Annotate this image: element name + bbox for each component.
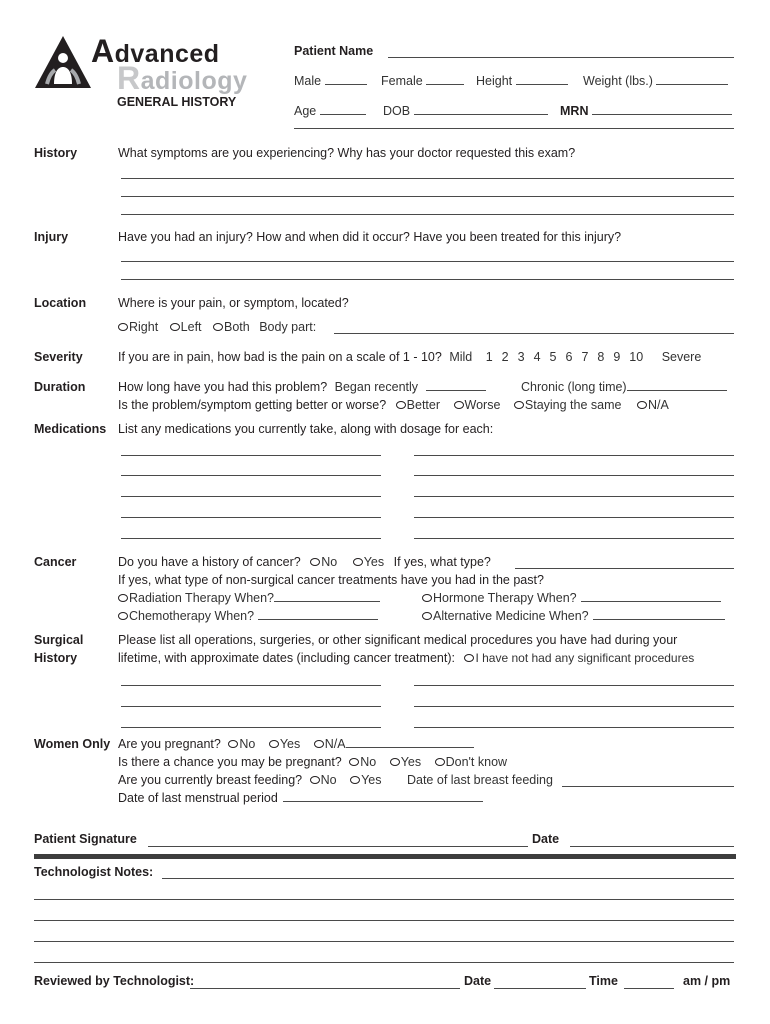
logo-a: A (91, 33, 115, 69)
surgical-question-1: Please list all operations, surgeries, or other significant medical procedures you have had during your (118, 633, 678, 647)
surgical-question-2: lifetime, with approximate dates (including cancer treatment): (118, 651, 455, 665)
last-bf-label: Date of last breast feeding (406, 773, 553, 787)
severity-scale-option[interactable]: 6 (565, 350, 573, 364)
reviewed-date-label: Date (464, 974, 492, 988)
surgery-line[interactable] (121, 706, 381, 707)
pregnant-question: Are you pregnant? (118, 737, 221, 751)
chance-pregnant-question: Is there a chance you may be pregnant? (118, 755, 342, 769)
mrn-label: MRN (560, 104, 589, 118)
logo (33, 34, 268, 114)
medication-line[interactable] (414, 455, 734, 456)
pregnant-na-field[interactable] (346, 737, 474, 748)
bf-no-radio[interactable] (310, 776, 320, 784)
injury-answer-line[interactable] (121, 279, 734, 280)
reviewed-by-field[interactable] (190, 988, 460, 989)
signature-date-label: Date (532, 832, 560, 846)
logo-radiology: adiology (140, 67, 248, 95)
no-procedures-radio[interactable] (464, 654, 474, 662)
history-answer-line[interactable] (121, 196, 734, 197)
patient-name-field[interactable] (388, 57, 734, 58)
body-part-label: Body part: (259, 320, 317, 334)
duration-question: How long have you had this problem? (118, 380, 328, 394)
surgery-line[interactable] (414, 706, 734, 707)
severity-scale-option[interactable]: 7 (581, 350, 589, 364)
severity-question: If you are in pain, how bad is the pain on a scale of 1 - 10? (118, 350, 442, 364)
severity-severe-label: Severe (661, 350, 702, 364)
dob-label: DOB (383, 104, 411, 118)
bf-yes-label: Yes (361, 773, 382, 787)
better-radio[interactable] (396, 401, 406, 409)
worse-label: Worse (464, 398, 501, 412)
reviewed-time-field[interactable] (624, 988, 674, 989)
cancer-type-label: If yes, what type? (393, 555, 491, 569)
injury-answer-line[interactable] (121, 261, 734, 262)
cancer-label: Cancer (34, 555, 77, 569)
technologist-notes-line[interactable] (34, 899, 734, 900)
severity-scale-option[interactable]: 1 (485, 350, 493, 364)
location-left-label: Left (180, 320, 202, 334)
pregnant-no-label: No (239, 737, 256, 751)
female-field[interactable] (426, 74, 464, 85)
age-label: Age (294, 104, 317, 118)
location-left-radio[interactable] (170, 323, 180, 331)
medication-line[interactable] (121, 538, 381, 539)
mrn-field[interactable] (592, 104, 732, 115)
severity-scale-option[interactable]: 4 (533, 350, 541, 364)
no-procedures-label: I have not had any significant procedures (475, 651, 695, 665)
radiation-label: Radiation Therapy When? (129, 591, 274, 605)
cancer-no-label: No (321, 555, 338, 569)
surgical-label: Surgical (34, 633, 84, 647)
surgery-line[interactable] (121, 727, 381, 728)
severity-scale-option[interactable]: 5 (549, 350, 557, 364)
pregnant-yes-radio[interactable] (269, 740, 279, 748)
breastfeeding-question: Are you currently breast feeding? (118, 773, 303, 787)
logo-advanced: dvanced (114, 40, 220, 68)
cancer-yes-radio[interactable] (353, 558, 363, 566)
cancer-no-radio[interactable] (310, 558, 320, 566)
dob-field[interactable] (414, 104, 548, 115)
technologist-notes-line[interactable] (162, 878, 734, 879)
chance-yes-radio[interactable] (390, 758, 400, 766)
location-both-label: Both (224, 320, 250, 334)
medication-line[interactable] (414, 475, 734, 476)
duration-na-label: N/A (647, 398, 669, 412)
chemo-when-field[interactable] (258, 609, 378, 620)
pregnant-na-label: N/A (324, 737, 346, 751)
medications-label: Medications (34, 422, 107, 436)
body-part-field[interactable] (334, 333, 734, 334)
alternative-label: Alternative Medicine When? (433, 609, 589, 623)
female-label: Female (381, 74, 423, 88)
severity-scale-option[interactable]: 8 (597, 350, 605, 364)
severity-mild-label: Mild (449, 350, 473, 364)
alternative-when-field[interactable] (593, 609, 725, 620)
history-answer-line[interactable] (121, 178, 734, 179)
lmp-field[interactable] (283, 791, 483, 802)
lmp-label: Date of last menstrual period (118, 791, 278, 805)
location-right-radio[interactable] (118, 323, 128, 331)
medication-line[interactable] (414, 538, 734, 539)
patient-signature-field[interactable] (148, 846, 528, 847)
cancer-question: Do you have a history of cancer? (118, 555, 301, 569)
surgery-line[interactable] (414, 685, 734, 686)
history-sub-label: History (34, 651, 78, 665)
location-both-radio[interactable] (213, 323, 223, 331)
reviewed-by-label: Reviewed by Technologist: (34, 974, 195, 988)
am-pm-label: am / pm (683, 974, 731, 988)
bf-no-label: No (320, 773, 337, 787)
location-right-label: Right (129, 320, 159, 334)
location-label: Location (34, 296, 87, 310)
chance-dont-know-radio[interactable] (435, 758, 445, 766)
form-title: GENERAL HISTORY (117, 95, 237, 109)
alternative-radio[interactable] (422, 612, 432, 620)
same-radio[interactable] (514, 401, 524, 409)
severity-scale-option[interactable]: 9 (613, 350, 621, 364)
chronic-field[interactable] (627, 380, 727, 391)
reviewed-time-label: Time (589, 974, 618, 988)
chance-no-radio[interactable] (349, 758, 359, 766)
medication-line[interactable] (414, 517, 734, 518)
surgery-line[interactable] (121, 685, 381, 686)
severity-scale-option[interactable]: 2 (501, 350, 509, 364)
pregnant-no-radio[interactable] (228, 740, 238, 748)
technologist-notes-line[interactable] (34, 920, 734, 921)
age-field[interactable] (320, 104, 366, 115)
medication-line[interactable] (414, 496, 734, 497)
header-divider (294, 128, 734, 129)
radiation-when-field[interactable] (274, 591, 380, 602)
hormone-radio[interactable] (422, 594, 432, 602)
cancer-yes-label: Yes (363, 555, 385, 569)
male-label: Male (294, 74, 322, 88)
women-only-label: Women Only (34, 737, 111, 751)
hormone-label: Hormone Therapy When? (433, 591, 577, 605)
technologist-notes-label: Technologist Notes: (34, 865, 154, 879)
section-divider-bar (34, 854, 736, 859)
medications-question: List any medications you currently take, along with dosage for each: (118, 422, 494, 436)
pregnant-yes-label: Yes (279, 737, 301, 751)
injury-label: Injury (34, 230, 69, 244)
patient-signature-label: Patient Signature (34, 832, 137, 846)
history-answer-line[interactable] (121, 214, 734, 215)
duration-label: Duration (34, 380, 86, 394)
height-label: Height (476, 74, 513, 88)
same-label: Staying the same (524, 398, 622, 412)
history-label: History (34, 146, 78, 160)
location-question: Where is your pain, or symptom, located? (118, 296, 349, 310)
began-recently-field[interactable] (426, 380, 486, 391)
height-field[interactable] (516, 74, 568, 85)
patient-name-label: Patient Name (294, 44, 374, 58)
worse-radio[interactable] (454, 401, 464, 409)
chemo-radio[interactable] (118, 612, 128, 620)
medication-line[interactable] (121, 475, 381, 476)
duration-question-2: Is the problem/symptom getting better or worse? (118, 398, 387, 412)
male-field[interactable] (325, 74, 367, 85)
surgery-line[interactable] (414, 727, 734, 728)
injury-question: Have you had an injury? How and when did it occur? Have you been treated for this injury? (118, 230, 622, 244)
logo-mark-icon (33, 34, 93, 90)
chance-no-label: No (360, 755, 377, 769)
weight-label: Weight (lbs.) (583, 74, 653, 88)
severity-scale-option[interactable]: 10 (629, 350, 644, 364)
chemo-label: Chemotherapy When? (129, 609, 255, 623)
technologist-notes-line[interactable] (34, 962, 734, 963)
medication-line[interactable] (121, 455, 381, 456)
pregnant-na-radio[interactable] (314, 740, 324, 748)
history-question: What symptoms are you experiencing? Why has your doctor requested this exam? (118, 146, 576, 160)
hormone-when-field[interactable] (581, 591, 721, 602)
severity-scale-option[interactable]: 3 (517, 350, 525, 364)
better-label: Better (406, 398, 441, 412)
chronic-label: Chronic (long time) (521, 380, 627, 394)
medication-line[interactable] (121, 517, 381, 518)
last-bf-field[interactable] (562, 786, 734, 787)
technologist-notes-line[interactable] (34, 941, 734, 942)
chance-yes-label: Yes (400, 755, 422, 769)
bf-yes-radio[interactable] (350, 776, 360, 784)
cancer-question-2: If yes, what type of non-surgical cancer treatments have you had in the past? (118, 573, 544, 587)
logo-r: R (117, 60, 141, 96)
began-recently-label: Began recently (334, 380, 419, 394)
medication-line[interactable] (121, 496, 381, 497)
chance-dont-know-label: Don't know (445, 755, 508, 769)
duration-na-radio[interactable] (637, 401, 647, 409)
cancer-type-field[interactable] (515, 568, 734, 569)
reviewed-date-field[interactable] (494, 988, 586, 989)
signature-date-field[interactable] (570, 846, 734, 847)
severity-label: Severity (34, 350, 83, 364)
weight-field[interactable] (656, 74, 728, 85)
radiation-radio[interactable] (118, 594, 128, 602)
